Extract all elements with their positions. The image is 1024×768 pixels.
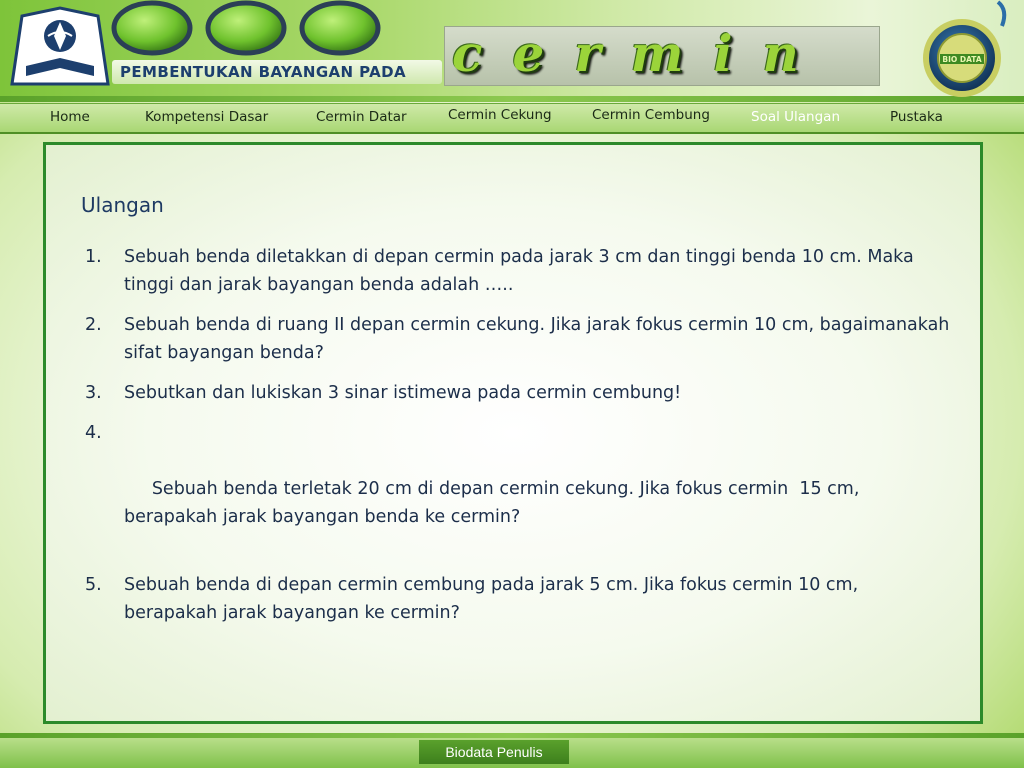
question-item bbox=[82, 571, 952, 627]
page-subtitle: PEMBENTUKAN BAYANGAN PADA bbox=[120, 63, 406, 81]
biodata-penulis-button[interactable]: Biodata Penulis bbox=[419, 740, 569, 764]
nav-item-cermin-cekung[interactable]: Cermin Cekung bbox=[448, 107, 552, 123]
nav-item-cermin-cembung[interactable]: Cermin Cembung bbox=[592, 107, 710, 123]
nav-item-soal-ulangan[interactable]: Soal Ulangan bbox=[751, 109, 841, 125]
question-text: Sebuah benda terletak 20 cm di depan cermin cekung. Jika fokus cermin 15 cm, berapakah jarak bayangan benda ke cermin? bbox=[124, 479, 865, 527]
question-text: Sebutkan dan lukiskan 3 sinar istimewa pada cermin cembung! bbox=[124, 383, 682, 403]
question-number: 1. bbox=[85, 247, 102, 267]
question-text: Sebuah benda diletakkan di depan cermin pada jarak 3 cm dan tinggi benda 10 cm. Maka tinggi dan jarak bayangan benda adalah ….. bbox=[124, 247, 914, 295]
question-item bbox=[82, 419, 952, 559]
question-number: 5. bbox=[85, 575, 102, 595]
biodata-emblem-icon[interactable] bbox=[912, 0, 1012, 100]
question-number: 3. bbox=[85, 383, 102, 403]
question-list bbox=[82, 243, 952, 639]
question-number: 4. bbox=[85, 423, 102, 443]
question-text: Sebuah benda di depan cermin cembung pada jarak 5 cm. Jika fokus cermin 10 cm, berapakah jarak bayangan ke cermin? bbox=[124, 575, 859, 623]
page-title: cermin bbox=[452, 24, 829, 83]
content-title: Ulangan bbox=[81, 193, 164, 217]
question-text: Sebuah benda di ruang II depan cermin cekung. Jika jarak fokus cermin 10 cm, bagaimanakah sifat bayangan benda? bbox=[124, 315, 950, 363]
nav-bar bbox=[0, 103, 1024, 134]
nav-item-pustaka[interactable]: Pustaka bbox=[890, 109, 943, 125]
question-number: 2. bbox=[85, 315, 102, 335]
nav-item-home[interactable]: Home bbox=[50, 109, 90, 125]
question-item bbox=[82, 243, 952, 299]
decorative-ovals-icon bbox=[108, 0, 388, 58]
nav-item-cermin-datar[interactable]: Cermin Datar bbox=[316, 109, 407, 125]
question-item bbox=[82, 379, 952, 407]
nav-item-kompetensi-dasar[interactable]: Kompetensi Dasar bbox=[145, 109, 269, 125]
emblem-label: BIO DATA bbox=[942, 55, 982, 64]
university-logo-icon bbox=[8, 6, 112, 90]
question-item bbox=[82, 311, 952, 367]
